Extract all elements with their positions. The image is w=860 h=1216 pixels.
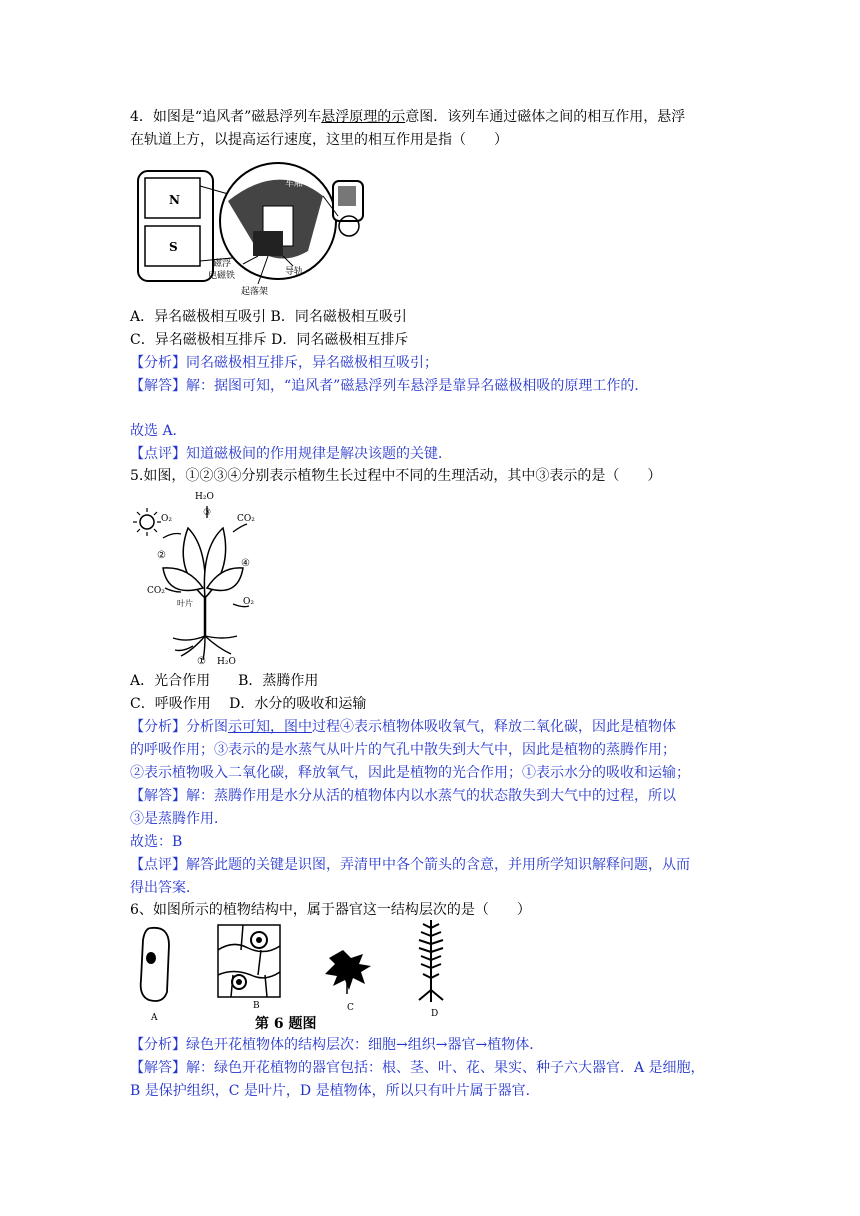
o2-right-label: O₂ (243, 597, 254, 607)
plant-structures-figure (133, 920, 473, 1032)
q4-choose: 故选 A． (130, 423, 187, 439)
q4-stem-line1: 4．如图是“追风者”磁悬浮列车悬浮原理的示意图．该列车通过磁体之间的相互作用，悬浮 (130, 109, 686, 125)
marker-2: ② (157, 550, 166, 561)
co2-left-label: CO₂ (147, 586, 165, 596)
rail-label: 导轨 (285, 267, 304, 277)
q5-options-line2: C．呼吸作用 D．水分的吸收和运输 (130, 696, 367, 712)
q4-analysis: 【分析】同名磁极相互排斥，异名磁极相互吸引； (130, 355, 438, 371)
h2o-top-label: H₂O (195, 492, 214, 502)
q5-options-line1: A．光合作用 B．蒸腾作用 (130, 673, 319, 689)
marker-4: ④ (241, 558, 250, 569)
co2-right-label: CO₂ (237, 514, 255, 524)
figure-caption: 第 6 题图 (255, 1016, 317, 1032)
q6-answer-line2: B 是保护组织，C 是叶片，D 是植物体，所以只有叶片属于器官． (130, 1083, 540, 1099)
q5-stem: 5.如图，①②③④分别表示植物生长过程中不同的生理活动，其中③表示的是（ ） (130, 468, 662, 484)
q6-stem: 6、如图所示的植物结构中，属于器官这一结构层次的是（ ） (130, 902, 531, 918)
q5-comment-line2: 得出答案． (130, 880, 200, 896)
fig-label-c: C (347, 1003, 354, 1013)
q6-analysis: 【分析】绿色开花植物体的结构层次：细胞→组织→器官→植物体． (130, 1037, 544, 1053)
mag-label-2: 电磁铁 (208, 271, 236, 281)
maglev-diagram (133, 156, 373, 301)
fig-label-b: B (253, 1001, 260, 1011)
leaf-label: 叶片 (177, 599, 193, 608)
pole-n-label: N (169, 193, 180, 207)
q5-analysis-line3: ②表示植物吸入二氧化碳，释放氧气，因此是植物的光合作用；①表示水分的吸收和运输； (130, 765, 690, 781)
q5-comment-line1: 【点评】解答此题的关键是识图，弄清甲中各个箭头的含意，并用所学知识解释问题，从而 (130, 857, 690, 873)
car-label: 车厢 (285, 179, 304, 189)
mag-label-1: 磁浮 (213, 259, 232, 269)
h2o-bottom-label: H₂O (217, 657, 236, 666)
q4-comment: 【点评】知道磁极间的作用规律是解决该题的关键． (130, 446, 452, 462)
q5-answer-line2: ③是蒸腾作用． (130, 811, 228, 827)
marker-3: ③ (203, 508, 212, 518)
q5-analysis-line1: 【分析】分析图示可知，图中过程④表示植物体吸收氧气，释放二氧化碳，因此是植物体 (130, 719, 676, 735)
frame-label: 起落架 (241, 287, 269, 297)
q6-answer-line1: 【解答】解：绿色开花植物的器官包括：根、茎、叶、花、果实、种子六大器官．A 是细胞， (130, 1060, 705, 1076)
q4-answer: 【解答】解：据图可知，“追风者”磁悬浮列车悬浮是靠异名磁极相吸的原理工作的． (130, 378, 649, 394)
plant-process-diagram (133, 488, 268, 666)
q5-choose: 故选：B (130, 834, 183, 850)
q4-options-line1: A．异名磁极相互吸引 B．同名磁极相互吸引 (130, 309, 407, 325)
q4-stem-line2: 在轨道上方，以提高运行速度，这里的相互作用是指（ ） (130, 132, 508, 148)
q5-analysis-line2: 的呼吸作用；③表示的是水蒸气从叶片的气孔中散失到大气中，因此是植物的蒸腾作用； (130, 742, 676, 758)
q4-options-line2: C．异名磁极相互排斥 D．同名磁极相互排斥 (130, 332, 409, 348)
pole-s-label: S (169, 240, 178, 254)
o2-left-label: O₂ (161, 514, 172, 524)
q5-answer-line1: 【解答】解：蒸腾作用是水分从活的植物体内以水蒸气的状态散失到大气中的过程，所以 (130, 788, 676, 804)
fig-label-d: D (431, 1009, 439, 1019)
marker-1: ① (197, 656, 206, 666)
fig-label-a: A (151, 1013, 158, 1023)
